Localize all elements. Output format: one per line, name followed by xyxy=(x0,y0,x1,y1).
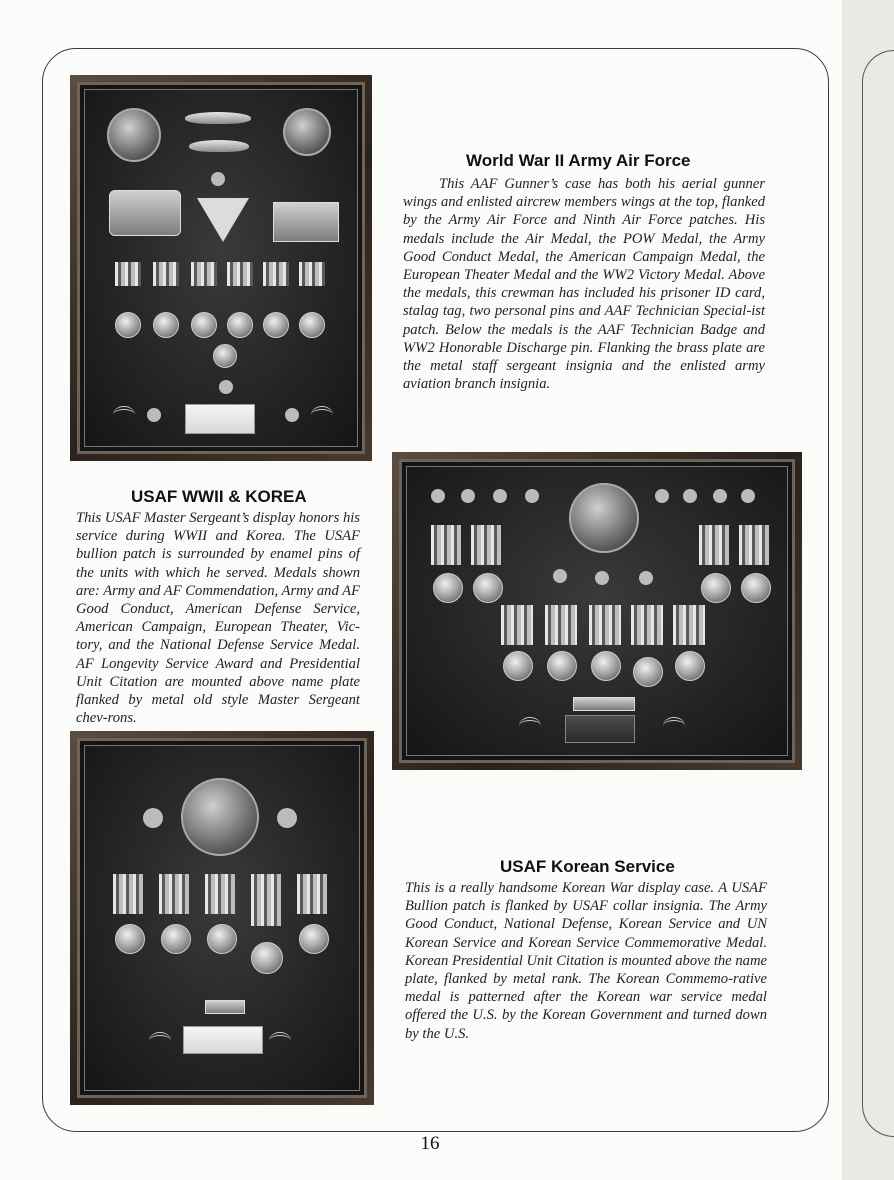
discharge-pin xyxy=(219,380,233,394)
gunner-wings xyxy=(185,112,251,124)
unit-pin xyxy=(639,571,653,585)
section-body-ww2-aaf: This AAF Gunner’s case has both his aerial gunner wings and enlisted aircrew members wings at the top, flanked by the Army Air Force and Ninth Air Force patches. His medals include the Air Medal, the POW Medal, the Army Good Conduct Medal, the American Campaign Medal, the European Theater Medal and the WW2 Victory Medal. Above the medals, this crewman has included his prisoner ID card, stalag tag, two personal pins and AAF Technician Special-ist patch. Below the medals is the AAF Technician Badge and WW2 Honorable Discharge pin. Flanking the brass plate are the metal staff sergeant insignia and the enlisted army aviation branch insignia. xyxy=(403,176,765,393)
ninth-air-force-patch xyxy=(283,108,331,156)
section-title-usaf-korean: USAF Korean Service xyxy=(500,857,675,876)
unit-pin xyxy=(595,571,609,585)
victory-medal xyxy=(633,657,663,687)
good-conduct-medal xyxy=(701,573,731,603)
unit-pin xyxy=(713,489,727,503)
un-korean-service-medal xyxy=(251,942,283,974)
medal-ribbon xyxy=(673,605,705,645)
aviation-branch-insignia xyxy=(147,408,161,422)
medal-ribbon xyxy=(205,874,235,914)
metal-rank-insignia xyxy=(269,1032,291,1050)
section-body-usaf-ww2-korea: This USAF Master Sergeant’s display honors his service during WWII and Korea. The USAF bullion patch is surrounded by enamel pins of the units with which he served. Medals shown are: Army and AF Commendation, Army and AF Good Conduct, American Defense Service, American Campaign, European Theater, Vic-tory, and the National Defense Service Medal. AF Longevity Service Award and Presidential Unit Citation are mounted above name plate flanked by metal old style Master Sergeant chev-rons. xyxy=(76,510,360,727)
unit-pin xyxy=(683,489,697,503)
usaf-collar-insignia xyxy=(143,808,163,828)
staff-sergeant-insignia xyxy=(113,406,135,424)
photo-ww2-aaf-display-case xyxy=(70,75,372,461)
metal-rank-insignia xyxy=(149,1032,171,1050)
pow-medal xyxy=(153,312,179,338)
medal-ribbon xyxy=(631,605,663,645)
name-plate xyxy=(565,715,635,743)
american-defense-medal xyxy=(503,651,533,681)
victory-medal xyxy=(299,312,325,338)
unit-pin xyxy=(525,489,539,503)
good-conduct-medal xyxy=(115,924,145,954)
unit-citation-ribbon xyxy=(573,697,635,711)
usaf-collar-insignia xyxy=(277,808,297,828)
commendation-medal xyxy=(433,573,463,603)
medal-ribbon xyxy=(431,525,461,565)
korean-commemorative-medal xyxy=(299,924,329,954)
technician-badge xyxy=(213,344,237,368)
european-theater-medal xyxy=(263,312,289,338)
good-conduct-medal xyxy=(741,573,771,603)
usaf-bullion-patch xyxy=(569,483,639,553)
medal-ribbon xyxy=(589,605,621,645)
good-conduct-medal xyxy=(191,312,217,338)
unit-pin xyxy=(553,569,567,583)
medal-ribbon xyxy=(263,262,289,286)
staff-sergeant-insignia xyxy=(311,406,333,424)
commendation-medal xyxy=(473,573,503,603)
korean-service-medal xyxy=(207,924,237,954)
usaf-bullion-patch xyxy=(181,778,259,856)
medal-ribbon xyxy=(297,874,327,914)
medal-ribbon xyxy=(153,262,179,286)
name-plate xyxy=(183,1026,263,1054)
adjacent-page-border xyxy=(862,50,894,1137)
unit-pin xyxy=(655,489,669,503)
national-defense-medal xyxy=(675,651,705,681)
brass-name-plate xyxy=(185,404,255,434)
american-campaign-medal xyxy=(547,651,577,681)
medal-ribbon xyxy=(545,605,577,645)
korean-presidential-unit-citation xyxy=(205,1000,245,1014)
section-body-usaf-korean: This is a really handsome Korean War display case. A USAF Bullion patch is flanked by USAF collar insignia. The Army Good Conduct, National Defense, Korean Service and UN Korean Service and Korean Service Commemorative Medal. Korean Presidential Unit Citation is mounted above the name plate, flanked by metal rank. The Korean Commemo-rative medal is patterned after the Korean war service medal offered the U.S. by the Korean Government and turned down by the U.S. xyxy=(405,880,767,1042)
medal-ribbon xyxy=(251,874,281,926)
american-campaign-medal xyxy=(227,312,253,338)
stalag-tag xyxy=(273,202,339,242)
medal-ribbon xyxy=(159,874,189,914)
section-title-usaf-ww2-korea: USAF WWII & KOREA xyxy=(131,487,307,506)
unit-pin xyxy=(493,489,507,503)
air-medal xyxy=(115,312,141,338)
unit-pin xyxy=(461,489,475,503)
page-number: 16 xyxy=(420,1133,440,1154)
medal-ribbon xyxy=(299,262,325,286)
technician-specialist-patch xyxy=(197,198,249,242)
medal-ribbon xyxy=(699,525,729,565)
national-defense-medal xyxy=(161,924,191,954)
prisoner-id-card xyxy=(109,190,181,236)
photo-usaf-korean-display-case xyxy=(392,452,802,770)
personal-pin xyxy=(211,172,225,186)
photo-usaf-ww2-korea-display-case xyxy=(70,731,374,1105)
aaf-patch xyxy=(107,108,161,162)
aircrew-wings xyxy=(189,140,249,152)
section-title-ww2-aaf: World War II Army Air Force xyxy=(466,151,691,170)
medal-ribbon xyxy=(471,525,501,565)
medal-ribbon xyxy=(113,874,143,914)
unit-pin xyxy=(431,489,445,503)
medal-ribbon xyxy=(501,605,533,645)
european-theater-medal xyxy=(591,651,621,681)
medal-ribbon xyxy=(115,262,141,286)
unit-pin xyxy=(741,489,755,503)
master-sergeant-chevron xyxy=(519,717,541,735)
master-sergeant-chevron xyxy=(663,717,685,735)
medal-ribbon xyxy=(739,525,769,565)
medal-ribbon xyxy=(227,262,253,286)
medal-ribbon xyxy=(191,262,217,286)
aviation-branch-insignia xyxy=(285,408,299,422)
